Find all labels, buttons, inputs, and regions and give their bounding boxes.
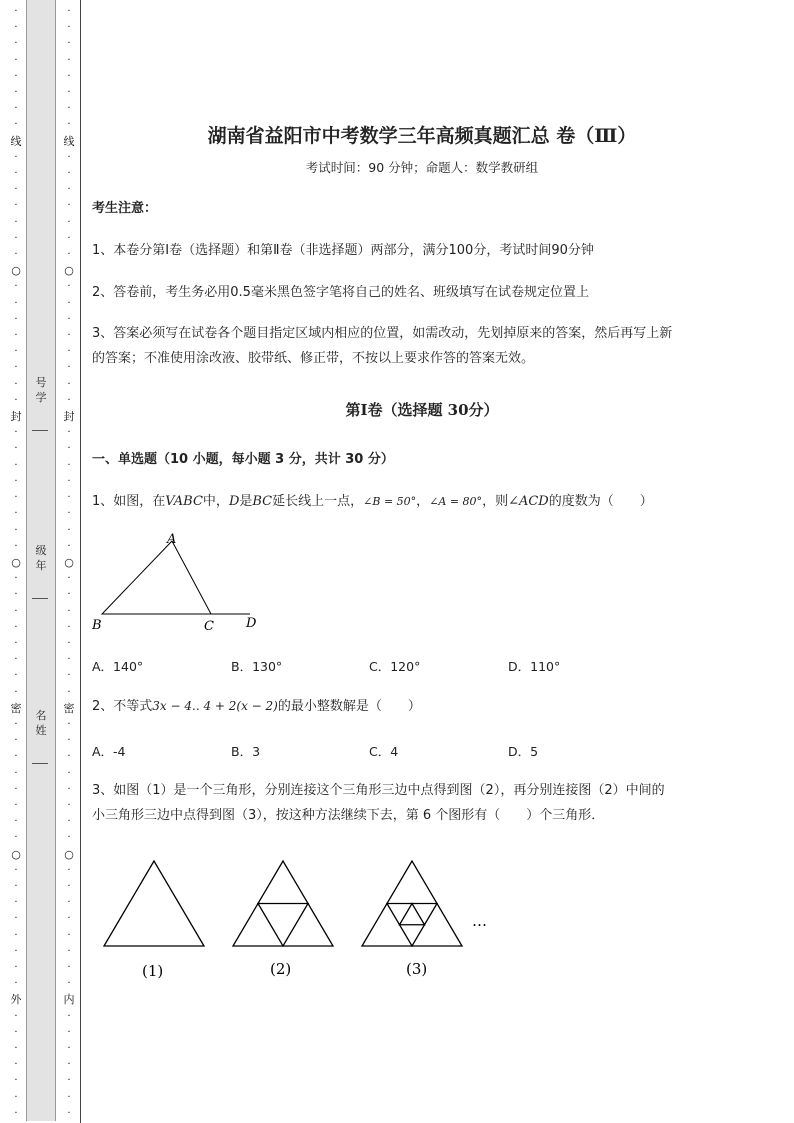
seal-dot: ·: [67, 1091, 71, 1103]
side-ac: [172, 541, 211, 614]
seal-dot: ·: [67, 961, 71, 973]
inner-seal-column: [63, 4, 75, 1122]
binding-line: [80, 0, 81, 1123]
seal-dot: ·: [67, 151, 71, 163]
seal-dot: ·: [67, 718, 71, 730]
seal-dot: ·: [14, 492, 18, 504]
seal-dot: ·: [67, 816, 71, 828]
seal-dot: ·: [67, 735, 71, 747]
seal-dot: ·: [67, 168, 71, 180]
seal-dot: ·: [14, 394, 18, 406]
seal-label: 外: [10, 993, 22, 1007]
seal-dot: ·: [14, 670, 18, 682]
seal-dot: ·: [67, 103, 71, 115]
seal-dot: ·: [14, 200, 18, 212]
question-3-line-1: 3、如图（1）是一个三角形，分别连接这个三角形三边中点得到图（2），再分别连接图（2）中间的: [92, 783, 665, 798]
seal-dot: ·: [67, 427, 71, 439]
question-2-stem: 2、不等式3x − 4.. 4 + 2(x − 2)的最小整数解是（ ）: [92, 699, 421, 714]
question-1-stem: 1、如图，在VABC中，D是BC延长线上一点，∠B = 50°，∠A = 80°，则∠ACD的度数为（ ）: [92, 494, 653, 509]
seal-dot: ·: [67, 249, 71, 261]
seal-dot: ·: [67, 621, 71, 633]
option-c: C．4: [369, 744, 399, 759]
seal-dot: ·: [14, 168, 18, 180]
point-d-label: D: [246, 616, 257, 631]
seal-dot: ·: [14, 54, 18, 66]
seal-dot: ·: [67, 573, 71, 585]
seal-dot: ·: [14, 1059, 18, 1071]
seal-dot: ·: [67, 378, 71, 390]
seal-dot: ·: [67, 945, 71, 957]
seal-dot: ·: [67, 1075, 71, 1087]
seal-dot: ·: [14, 880, 18, 892]
seal-dot: ·: [14, 249, 18, 261]
seal-dot: ·: [14, 540, 18, 552]
seal-label: 内: [63, 993, 75, 1007]
seal-dot: ·: [14, 864, 18, 876]
seal-dot: ·: [67, 605, 71, 617]
triangle-abc: [102, 541, 250, 614]
seal-dot: ·: [67, 783, 71, 795]
option-b: B．130°: [231, 659, 283, 674]
seal-dot: ·: [67, 54, 71, 66]
seal-dot: ·: [14, 378, 18, 390]
seal-dot: ·: [14, 783, 18, 795]
seal-dot: ·: [14, 38, 18, 50]
notice-1: 1、本卷分第Ⅰ卷（选择题）和第Ⅱ卷（非选择题）两部分，满分100分，考试时间90分钟: [92, 243, 594, 258]
caption-2: (2): [270, 960, 292, 978]
seal-dot: ·: [14, 961, 18, 973]
seal-dot: ·: [67, 313, 71, 325]
seal-circle: ○: [11, 555, 21, 569]
seal-dot: ·: [14, 1026, 18, 1038]
seal-dot: ·: [67, 362, 71, 374]
seal-dot: ·: [14, 232, 18, 244]
seal-dot: ·: [67, 880, 71, 892]
fill-line-name: [32, 763, 48, 764]
seal-dot: ·: [67, 913, 71, 925]
seal-dot: ·: [14, 929, 18, 941]
seal-label: 封: [63, 410, 75, 424]
notice-heading: 考生注意：: [92, 201, 158, 216]
seal-dot: ·: [67, 897, 71, 909]
seal-dot: ·: [14, 654, 18, 666]
seal-dot: ·: [67, 864, 71, 876]
seal-circle: ○: [64, 555, 74, 569]
seal-dot: ·: [67, 330, 71, 342]
seal-dot: ·: [67, 22, 71, 34]
seal-dot: ·: [14, 151, 18, 163]
seal-dot: ·: [14, 1075, 18, 1087]
seal-dot: ·: [14, 70, 18, 82]
caption-1: (1): [142, 962, 164, 980]
exam-info: 考试时间：90 分钟；命题人：数学教研组: [305, 160, 539, 175]
seal-dot: ·: [14, 508, 18, 520]
seal-dot: ·: [14, 184, 18, 196]
seal-dot: ·: [67, 70, 71, 82]
seal-dot: ·: [67, 670, 71, 682]
seal-circle: ○: [11, 847, 21, 861]
ellipsis: …: [472, 912, 487, 930]
seal-dot: ·: [14, 1010, 18, 1022]
fill-line-grade: [32, 598, 48, 599]
seal-dot: ·: [67, 1107, 71, 1119]
part-heading: 一、单选题（10 小题，每小题 3 分，共计 30 分）: [92, 452, 394, 467]
seal-dot: ·: [14, 735, 18, 747]
notice-3-line-1: 3、答案必须写在试卷各个题目指定区域内相应的位置，如需改动，先划掉原来的答案，然后再写上新: [92, 326, 673, 341]
seal-dot: ·: [67, 346, 71, 358]
seal-dot: ·: [67, 751, 71, 763]
seal-dot: ·: [67, 281, 71, 293]
seal-label: 线: [63, 134, 75, 148]
seal-dot: ·: [14, 216, 18, 228]
seal-dot: ·: [67, 767, 71, 779]
seal-dot: ·: [67, 297, 71, 309]
seal-dot: ·: [67, 799, 71, 811]
seal-dot: ·: [67, 492, 71, 504]
seal-dot: ·: [67, 475, 71, 487]
seal-dot: ·: [14, 686, 18, 698]
seal-dot: ·: [67, 654, 71, 666]
option-c: C．120°: [369, 659, 421, 674]
page-title: 湖南省益阳市中考数学三年高频真题汇总 卷（Ⅲ）: [207, 125, 637, 147]
option-b: B．3: [231, 744, 261, 759]
seal-dot: ·: [14, 573, 18, 585]
seal-dot: ·: [14, 475, 18, 487]
seal-dot: ·: [67, 524, 71, 536]
seal-dot: ·: [67, 832, 71, 844]
seal-dot: ·: [67, 394, 71, 406]
seal-dot: ·: [67, 459, 71, 471]
seal-dot: ·: [14, 297, 18, 309]
seal-label: 封: [10, 410, 22, 424]
seal-dot: ·: [67, 1026, 71, 1038]
notice-2: 2、答卷前，考生务必用0.5毫米黑色签字笔将自己的姓名、班级填写在试卷规定位置上: [92, 285, 589, 300]
seal-dot: ·: [67, 38, 71, 50]
seal-dot: ·: [67, 200, 71, 212]
seal-dot: ·: [14, 605, 18, 617]
seal-dot: ·: [14, 718, 18, 730]
caption-3: (3): [406, 960, 428, 978]
seal-circle: ○: [11, 264, 21, 278]
seal-label: 密: [63, 701, 75, 715]
seal-dot: ·: [14, 637, 18, 649]
outer-seal-column: [10, 4, 22, 1122]
seal-dot: ·: [14, 6, 18, 17]
seal-dot: ·: [67, 6, 71, 17]
seal-dot: ·: [14, 767, 18, 779]
seal-dot: ·: [67, 686, 71, 698]
seal-dot: ·: [14, 621, 18, 633]
label-grade: 级 年: [35, 544, 47, 572]
seal-dot: ·: [67, 508, 71, 520]
figure-2: [233, 861, 333, 946]
seal-dot: ·: [14, 103, 18, 115]
seal-dot: ·: [14, 816, 18, 828]
seal-dot: ·: [14, 362, 18, 374]
seal-dot: ·: [67, 589, 71, 601]
vertex-a-label: A: [167, 532, 177, 547]
option-a: A．140°: [92, 659, 144, 674]
seal-dot: ·: [67, 929, 71, 941]
figure-1-triangle: [104, 861, 204, 946]
seal-dot: ·: [67, 232, 71, 244]
fill-line-student-number: [32, 430, 48, 431]
question-3-line-2: 小三角形三边中点得到图（3），按这种方法继续下去，第 6 个图形有（ ）个三角形．: [92, 808, 605, 823]
seal-dot: ·: [14, 1091, 18, 1103]
seal-dot: ·: [14, 751, 18, 763]
option-d: D．110°: [508, 659, 561, 674]
binding-strip: [0, 0, 82, 1123]
section-title: 第Ⅰ卷（选择题 30分）: [345, 401, 499, 419]
option-a: A．-4: [92, 744, 126, 759]
seal-dot: ·: [14, 427, 18, 439]
seal-dot: ·: [67, 1059, 71, 1071]
seal-label: 密: [10, 701, 22, 715]
notice-3-line-2: 的答案；不准使用涂改液、胶带纸、修正带，不按以上要求作答的答案无效。: [92, 351, 535, 366]
option-d: D．5: [508, 744, 539, 759]
seal-dot: ·: [14, 22, 18, 34]
seal-circle: ○: [64, 264, 74, 278]
seal-dot: ·: [14, 524, 18, 536]
seal-dot: ·: [14, 87, 18, 99]
seal-dot: ·: [67, 978, 71, 990]
seal-dot: ·: [14, 913, 18, 925]
seal-dot: ·: [67, 87, 71, 99]
seal-dot: ·: [67, 1043, 71, 1054]
seal-dot: ·: [67, 119, 71, 131]
seal-dot: ·: [67, 443, 71, 455]
seal-dot: ·: [14, 459, 18, 471]
seal-dot: ·: [14, 897, 18, 909]
seal-dot: ·: [67, 184, 71, 196]
seal-dot: ·: [14, 799, 18, 811]
question-1-figure: [92, 528, 272, 638]
seal-dot: ·: [14, 119, 18, 131]
question-3-figures: [92, 850, 512, 985]
vertex-c-label: C: [204, 619, 214, 634]
seal-dot: ·: [14, 313, 18, 325]
seal-dot: ·: [14, 346, 18, 358]
vertex-b-label: B: [92, 618, 102, 633]
seal-dot: ·: [14, 978, 18, 990]
seal-dot: ·: [67, 540, 71, 552]
label-student-number: 号 学: [35, 376, 47, 404]
label-name: 名 姓: [35, 709, 47, 737]
seal-dot: ·: [14, 443, 18, 455]
seal-dot: ·: [14, 589, 18, 601]
seal-dot: ·: [14, 945, 18, 957]
seal-dot: ·: [67, 637, 71, 649]
seal-dot: ·: [67, 216, 71, 228]
seal-label: 线: [10, 134, 22, 148]
seal-circle: ○: [64, 847, 74, 861]
seal-dot: ·: [67, 1010, 71, 1022]
seal-dot: ·: [14, 1107, 18, 1119]
seal-dot: ·: [14, 281, 18, 293]
figure-3: [362, 861, 462, 946]
seal-dot: ·: [14, 330, 18, 342]
seal-dot: ·: [14, 1043, 18, 1054]
seal-dot: ·: [14, 832, 18, 844]
